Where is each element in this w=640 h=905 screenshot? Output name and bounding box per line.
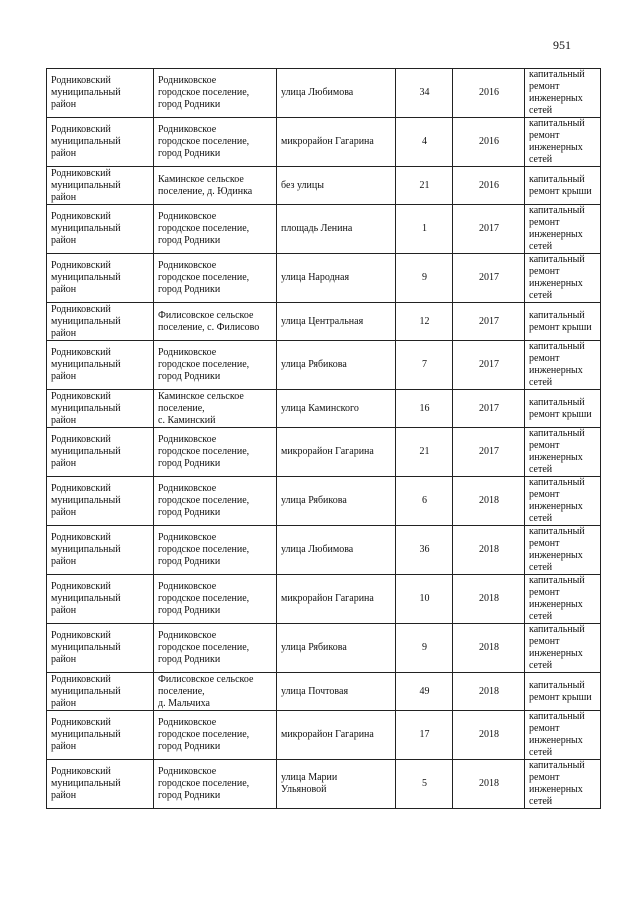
street-cell bbox=[277, 205, 396, 254]
year-cell-text: 2017 bbox=[479, 315, 499, 327]
work-type-cell-text: капитальный ремонт инженерных сетей bbox=[529, 428, 585, 475]
settlement-cell bbox=[154, 575, 277, 624]
street-cell-text: площадь Ленина bbox=[281, 223, 353, 234]
settlement-cell bbox=[154, 711, 277, 760]
settlement-cell bbox=[154, 477, 277, 526]
work-type-cell-text: капитальный ремонт крыши bbox=[529, 309, 592, 333]
work-type-cell bbox=[525, 428, 601, 477]
work-type-cell-text: капитальный ремонт крыши bbox=[529, 679, 592, 703]
house-number-cell-text: 12 bbox=[419, 315, 430, 327]
work-type-cell-text: капитальный ремонт крыши bbox=[529, 173, 592, 197]
year-cell bbox=[453, 303, 525, 341]
year-cell bbox=[453, 341, 525, 390]
district-cell-text: Родниковский муниципальный район bbox=[51, 581, 121, 616]
street-cell bbox=[277, 673, 396, 711]
street-cell bbox=[277, 118, 396, 167]
work-type-cell-text: капитальный ремонт инженерных сетей bbox=[529, 118, 585, 165]
district-cell-text: Родниковский муниципальный район bbox=[51, 260, 121, 295]
table-row bbox=[47, 526, 601, 575]
table-row bbox=[47, 254, 601, 303]
table-row bbox=[47, 205, 601, 254]
street-cell bbox=[277, 624, 396, 673]
year-cell-text: 2016 bbox=[479, 179, 499, 191]
work-type-cell-text: капитальный ремонт инженерных сетей bbox=[529, 711, 585, 758]
street-cell-text: улица Рябикова bbox=[281, 642, 347, 653]
settlement-cell-text: Каминское сельское поселение, д. Юдинка bbox=[158, 173, 253, 197]
street-cell bbox=[277, 167, 396, 205]
settlement-cell-text: Родниковское городское поселение, город Родники bbox=[158, 483, 250, 518]
work-type-cell bbox=[525, 711, 601, 760]
settlement-cell-text: Родниковское городское поселение, город Родники bbox=[158, 630, 250, 665]
house-number-cell bbox=[396, 711, 453, 760]
work-type-cell bbox=[525, 167, 601, 205]
year-cell-text: 2018 bbox=[479, 642, 499, 653]
district-cell bbox=[47, 205, 154, 254]
street-cell-text: улица Каминского bbox=[281, 402, 359, 414]
year-cell bbox=[453, 390, 525, 428]
house-number-cell bbox=[396, 254, 453, 303]
year-cell-text: 2017 bbox=[479, 272, 499, 283]
work-type-cell bbox=[525, 205, 601, 254]
house-number-cell-text: 7 bbox=[422, 359, 427, 370]
year-cell bbox=[453, 205, 525, 254]
year-cell bbox=[453, 167, 525, 205]
work-type-cell bbox=[525, 526, 601, 575]
district-cell bbox=[47, 575, 154, 624]
work-type-cell bbox=[525, 390, 601, 428]
work-type-cell-text: капитальный ремонт инженерных сетей bbox=[529, 760, 585, 807]
work-type-cell-text: капитальный ремонт инженерных сетей bbox=[529, 624, 585, 671]
settlement-cell-text: Родниковское городское поселение, город Родники bbox=[158, 75, 250, 110]
settlement-cell bbox=[154, 303, 277, 341]
house-number-cell-text: 9 bbox=[422, 642, 427, 653]
settlement-cell bbox=[154, 526, 277, 575]
page-number: 951 bbox=[553, 38, 571, 52]
settlement-cell bbox=[154, 624, 277, 673]
year-cell bbox=[453, 711, 525, 760]
house-number-cell bbox=[396, 69, 453, 118]
district-cell-text: Родниковский муниципальный район bbox=[51, 630, 121, 665]
settlement-cell-text: Каминское сельское поселение, с. Каминский bbox=[158, 390, 244, 426]
table-body bbox=[47, 69, 601, 809]
house-number-cell bbox=[396, 526, 453, 575]
house-number-cell-text: 1 bbox=[422, 223, 427, 234]
street-cell bbox=[277, 575, 396, 624]
district-cell bbox=[47, 760, 154, 809]
table-row bbox=[47, 624, 601, 673]
house-number-cell bbox=[396, 118, 453, 167]
year-cell-text: 2018 bbox=[479, 685, 499, 697]
work-type-cell-text: капитальный ремонт инженерных сетей bbox=[529, 477, 585, 524]
settlement-cell-text: Родниковское городское поселение, город Родники bbox=[158, 211, 250, 246]
district-cell-text: Родниковский муниципальный район bbox=[51, 434, 121, 469]
settlement-cell bbox=[154, 118, 277, 167]
street-cell-text: улица Рябикова bbox=[281, 359, 347, 370]
settlement-cell-text: Родниковское городское поселение, город Родники bbox=[158, 581, 250, 616]
district-cell-text: Родниковский муниципальный район bbox=[51, 390, 121, 426]
street-cell-text: улица Рябикова bbox=[281, 495, 347, 506]
work-type-cell-text: капитальный ремонт крыши bbox=[529, 396, 592, 420]
settlement-cell bbox=[154, 673, 277, 711]
street-cell-text: улица Центральная bbox=[281, 315, 364, 327]
work-type-cell bbox=[525, 624, 601, 673]
street-cell bbox=[277, 390, 396, 428]
district-cell bbox=[47, 69, 154, 118]
house-number-cell bbox=[396, 575, 453, 624]
table-row bbox=[47, 477, 601, 526]
street-cell-text: микрорайон Гагарина bbox=[281, 136, 374, 147]
house-number-cell bbox=[396, 760, 453, 809]
work-type-cell-text: капитальный ремонт инженерных сетей bbox=[529, 69, 585, 116]
work-type-cell bbox=[525, 303, 601, 341]
work-type-cell bbox=[525, 118, 601, 167]
house-number-cell bbox=[396, 477, 453, 526]
settlement-cell bbox=[154, 428, 277, 477]
district-cell bbox=[47, 624, 154, 673]
street-cell bbox=[277, 341, 396, 390]
street-cell bbox=[277, 711, 396, 760]
district-cell bbox=[47, 390, 154, 428]
year-cell-text: 2016 bbox=[479, 87, 499, 98]
street-cell-text: микрорайон Гагарина bbox=[281, 593, 374, 604]
settlement-cell-text: Родниковское городское поселение, город Родники bbox=[158, 260, 250, 295]
street-cell bbox=[277, 303, 396, 341]
district-cell-text: Родниковский муниципальный район bbox=[51, 532, 121, 567]
settlement-cell-text: Филисовское сельское поселение, д. Мальчиха bbox=[158, 673, 254, 709]
house-number-cell-text: 49 bbox=[419, 685, 430, 697]
house-number-cell bbox=[396, 428, 453, 477]
settlement-cell bbox=[154, 205, 277, 254]
house-number-cell-text: 16 bbox=[419, 402, 430, 414]
year-cell-text: 2017 bbox=[479, 402, 499, 414]
street-cell-text: улица Любимова bbox=[281, 87, 354, 98]
year-cell bbox=[453, 428, 525, 477]
table-row bbox=[47, 303, 601, 341]
table-row bbox=[47, 69, 601, 118]
street-cell bbox=[277, 254, 396, 303]
house-number-cell-text: 4 bbox=[422, 136, 427, 147]
repair-program-table bbox=[46, 68, 601, 809]
street-cell-text: микрорайон Гагарина bbox=[281, 729, 374, 740]
table-row bbox=[47, 167, 601, 205]
district-cell bbox=[47, 341, 154, 390]
street-cell-text: улица Почтовая bbox=[281, 685, 349, 697]
work-type-cell-text: капитальный ремонт инженерных сетей bbox=[529, 254, 585, 301]
district-cell bbox=[47, 254, 154, 303]
street-cell bbox=[277, 428, 396, 477]
year-cell bbox=[453, 673, 525, 711]
table-row bbox=[47, 118, 601, 167]
work-type-cell bbox=[525, 477, 601, 526]
district-cell-text: Родниковский муниципальный район bbox=[51, 167, 121, 203]
year-cell bbox=[453, 254, 525, 303]
settlement-cell bbox=[154, 69, 277, 118]
district-cell bbox=[47, 303, 154, 341]
district-cell-text: Родниковский муниципальный район bbox=[51, 124, 121, 159]
district-cell-text: Родниковский муниципальный район bbox=[51, 766, 121, 801]
table-row bbox=[47, 341, 601, 390]
house-number-cell bbox=[396, 673, 453, 711]
table-row bbox=[47, 575, 601, 624]
house-number-cell bbox=[396, 303, 453, 341]
table-row bbox=[47, 760, 601, 809]
district-cell-text: Родниковский муниципальный район bbox=[51, 673, 121, 709]
work-type-cell-text: капитальный ремонт инженерных сетей bbox=[529, 526, 585, 573]
street-cell-text: без улицы bbox=[281, 179, 324, 191]
house-number-cell-text: 5 bbox=[422, 778, 427, 789]
year-cell bbox=[453, 575, 525, 624]
settlement-cell-text: Родниковское городское поселение, город Родники bbox=[158, 434, 250, 469]
district-cell bbox=[47, 118, 154, 167]
settlement-cell bbox=[154, 390, 277, 428]
district-cell bbox=[47, 673, 154, 711]
house-number-cell-text: 10 bbox=[419, 593, 430, 604]
street-cell-text: улица Народная bbox=[281, 272, 350, 283]
district-cell bbox=[47, 167, 154, 205]
settlement-cell-text: Родниковское городское поселение, город Родники bbox=[158, 717, 250, 752]
street-cell bbox=[277, 760, 396, 809]
year-cell-text: 2018 bbox=[479, 729, 499, 740]
settlement-cell bbox=[154, 254, 277, 303]
work-type-cell-text: капитальный ремонт инженерных сетей bbox=[529, 341, 585, 388]
year-cell bbox=[453, 477, 525, 526]
settlement-cell-text: Родниковское городское поселение, город Родники bbox=[158, 532, 250, 567]
year-cell bbox=[453, 624, 525, 673]
district-cell-text: Родниковский муниципальный район bbox=[51, 483, 121, 518]
year-cell bbox=[453, 526, 525, 575]
street-cell bbox=[277, 477, 396, 526]
table-row bbox=[47, 428, 601, 477]
house-number-cell bbox=[396, 390, 453, 428]
year-cell-text: 2017 bbox=[479, 446, 499, 457]
district-cell-text: Родниковский муниципальный район bbox=[51, 303, 121, 339]
year-cell-text: 2018 bbox=[479, 778, 499, 789]
year-cell-text: 2018 bbox=[479, 593, 499, 604]
year-cell-text: 2016 bbox=[479, 136, 499, 147]
house-number-cell-text: 34 bbox=[419, 87, 430, 98]
year-cell bbox=[453, 760, 525, 809]
year-cell bbox=[453, 118, 525, 167]
house-number-cell bbox=[396, 624, 453, 673]
settlement-cell bbox=[154, 167, 277, 205]
district-cell-text: Родниковский муниципальный район bbox=[51, 717, 121, 752]
house-number-cell-text: 36 bbox=[419, 544, 430, 555]
district-cell bbox=[47, 477, 154, 526]
table-row bbox=[47, 711, 601, 760]
work-type-cell bbox=[525, 575, 601, 624]
street-cell-text: микрорайон Гагарина bbox=[281, 446, 374, 457]
house-number-cell-text: 21 bbox=[419, 446, 430, 457]
house-number-cell-text: 17 bbox=[419, 729, 430, 740]
table-row bbox=[47, 390, 601, 428]
year-cell bbox=[453, 69, 525, 118]
work-type-cell-text: капитальный ремонт инженерных сетей bbox=[529, 575, 585, 622]
work-type-cell-text: капитальный ремонт инженерных сетей bbox=[529, 205, 585, 252]
district-cell bbox=[47, 526, 154, 575]
work-type-cell bbox=[525, 760, 601, 809]
year-cell-text: 2018 bbox=[479, 495, 499, 506]
house-number-cell-text: 9 bbox=[422, 272, 427, 283]
district-cell-text: Родниковский муниципальный район bbox=[51, 211, 121, 246]
district-cell-text: Родниковский муниципальный район bbox=[51, 75, 121, 110]
work-type-cell bbox=[525, 341, 601, 390]
district-cell bbox=[47, 428, 154, 477]
house-number-cell bbox=[396, 341, 453, 390]
street-cell bbox=[277, 69, 396, 118]
work-type-cell bbox=[525, 673, 601, 711]
settlement-cell-text: Родниковское городское поселение, город Родники bbox=[158, 347, 250, 382]
district-cell-text: Родниковский муниципальный район bbox=[51, 347, 121, 382]
settlement-cell bbox=[154, 760, 277, 809]
house-number-cell bbox=[396, 167, 453, 205]
year-cell-text: 2017 bbox=[479, 359, 499, 370]
settlement-cell-text: Родниковское городское поселение, город Родники bbox=[158, 124, 250, 159]
street-cell bbox=[277, 526, 396, 575]
street-cell-text: улица Любимова bbox=[281, 544, 354, 555]
house-number-cell-text: 6 bbox=[422, 495, 427, 506]
year-cell-text: 2017 bbox=[479, 223, 499, 234]
year-cell-text: 2018 bbox=[479, 544, 499, 555]
settlement-cell-text: Филисовское сельское поселение, с. Филисово bbox=[158, 309, 260, 333]
table-row bbox=[47, 673, 601, 711]
house-number-cell bbox=[396, 205, 453, 254]
settlement-cell-text: Родниковское городское поселение, город Родники bbox=[158, 766, 250, 801]
work-type-cell bbox=[525, 69, 601, 118]
house-number-cell-text: 21 bbox=[419, 179, 430, 191]
street-cell-text: улица Марии Ульяновой bbox=[281, 772, 338, 795]
settlement-cell bbox=[154, 341, 277, 390]
district-cell bbox=[47, 711, 154, 760]
work-type-cell bbox=[525, 254, 601, 303]
